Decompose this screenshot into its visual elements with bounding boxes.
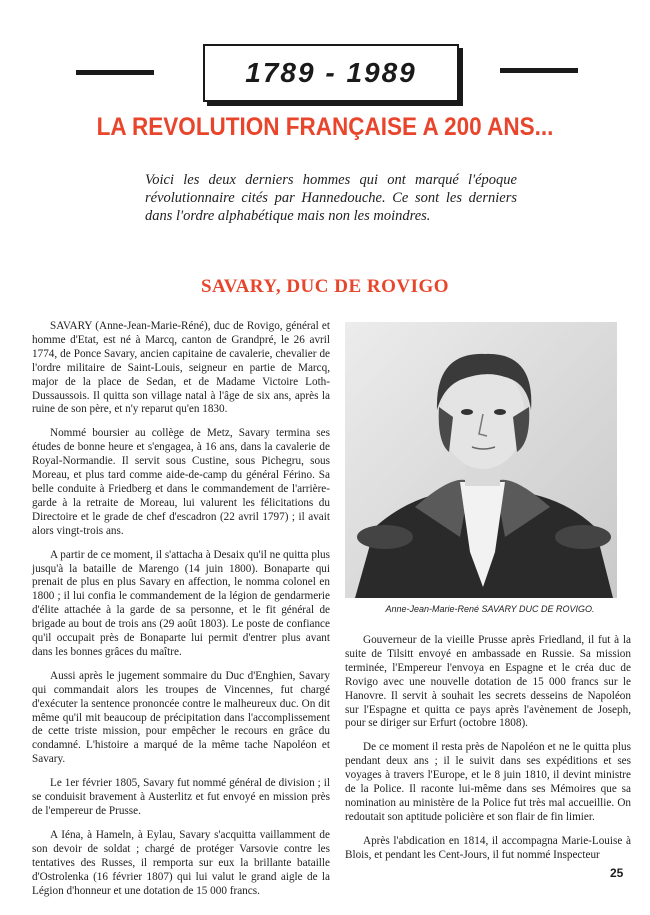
paragraph: A partir de ce moment, il s'attacha à Desaix qu'il ne quitta plus jusqu'à la bataille de Marengo (14 juin 1800). Bonaparte qui prenait de plus en plus Savary en affection, le nomma colonel en 1800 ; il lui confia le commandement de la légion de gendarmerie d'élite attachée à la garde de sa personne, et le fit général de brigade au bout de trois ans (29 août 1803). Le poste de confiance qu'il occupait près de Bonaparte lui permit d'entrer plus avant dans les bonnes grâces du maître. bbox=[32, 548, 330, 658]
right-text-column bbox=[345, 634, 631, 873]
years-banner bbox=[203, 44, 459, 102]
years-text: 1789 - 1989 bbox=[245, 57, 417, 88]
paragraph: Nommé boursier au collège de Metz, Savary termina ses études de bonne heure et s'engagea, à 16 ans, dans la cavalerie de Royal-Normandie. Il servit sous Custine, sous Pichegru, sous Moreau, et plus tard comme aide-de-camp du général Férino. Sa belle conduite à Friedberg et dans le commandement de l'arrière-garde à la retraite de Moreau, lui valurent les félicitations du Directoire et le grade de chef d'escadron (22 avril 1797) ; il avait alors vingt-trois ans. bbox=[32, 427, 330, 537]
section-title: SAVARY, DUC DE ROVIGO bbox=[200, 276, 450, 297]
intro-paragraph: Voici les deux derniers hommes qui ont marqué l'époque révolutionnaire cités par Hannedouche. Ce sont les derniers dans l'ordre alphabétique mais non les moindres. bbox=[145, 172, 517, 224]
paragraph: De ce moment il resta près de Napoléon et ne le quitta plus pendant deux ans ; il le suivit dans ses expéditions et ses voyages à travers l'Europe, et le 8 juin 1810, il devint ministre de la Police. Il raconte lui-même dans ses Mémoires que sa nomination au ministère de la Police fut très mal accueillie. On redoutait son aptitude policière et son flair de fin limier. bbox=[345, 741, 631, 823]
portrait-engraving bbox=[345, 322, 617, 598]
paragraph: Après l'abdication en 1814, il accompagna Marie-Louise à Blois, et pendant les Cent-Jours, il fut nommé Inspecteur bbox=[345, 834, 631, 861]
paragraph: Aussi après le jugement sommaire du Duc d'Enghien, Savary qui commandait alors les troupes de Vincennes, fut chargé d'exécuter la sentence prononcée contre le malheureux duc. On dit même qu'il mit beaucoup de précipitation dans l'accomplissement de cette triste mission, pour empêcher le recours en grâce du condamné. L'histoire a marqué de la même tache Napoléon et Savary. bbox=[32, 669, 330, 766]
paragraph: A Iéna, à Hameln, à Eylau, Savary s'acquitta vaillamment de son devoir de soldat ; chargé de protéger Varsovie contre les tentatives des Russes, il remporta sur eux la brillante bataille d'Ostrolenka (16 février 1807) qui lui valut le grand aigle de la Légion d'honneur et une dotation de 15 000 francs. bbox=[32, 828, 330, 897]
portrait-caption: Anne-Jean-Marie-René SAVARY DUC DE ROVIGO. bbox=[385, 604, 595, 614]
page-headline: LA REVOLUTION FRANÇAISE A 200 ANS... bbox=[96, 113, 554, 141]
right-header-rule bbox=[500, 68, 578, 73]
page-number: 25 bbox=[610, 866, 624, 880]
paragraph: Le 1er février 1805, Savary fut nommé général de division ; il se conduisit bravement à Austerlitz et fut envoyé en mission près de l'empereur de Prusse. bbox=[32, 777, 330, 817]
left-header-rule bbox=[76, 70, 154, 75]
paragraph: SAVARY (Anne-Jean-Marie-Réné), duc de Rovigo, général et homme d'Etat, est né à Marcq, canton de Grandpré, le 26 avril 1774, de Ponce Savary, ancien capitaine de cavalerie, chevalier de l'ordre militaire de Saint-Louis, seigneur en partie de Marcq, major de la place de Sedan, et de Madame Victoire Loth-Dussaussois. Il quitta son village natal à l'âge de six ans, après la ruine de son père, et n'y reparut qu'en 1830. bbox=[32, 320, 330, 416]
paragraph: Gouverneur de la vieille Prusse après Friedland, il fut à la suite de Tilsitt envoyé en ambassade en Russie. Sa mission terminée, l'Empereur l'envoya en Espagne et le créa duc de Rovigo avec une nouvelle dotation de 15 000 francs sur le Hanovre. Il servit à souhait les secrets desseins de Napoléon sur l'Espagne et quitta ce pays après l'avènement de Joseph, pour se diriger sur Erfurt (octobre 1808). bbox=[345, 634, 631, 730]
portrait-image bbox=[345, 322, 617, 598]
left-text-column bbox=[32, 320, 330, 908]
